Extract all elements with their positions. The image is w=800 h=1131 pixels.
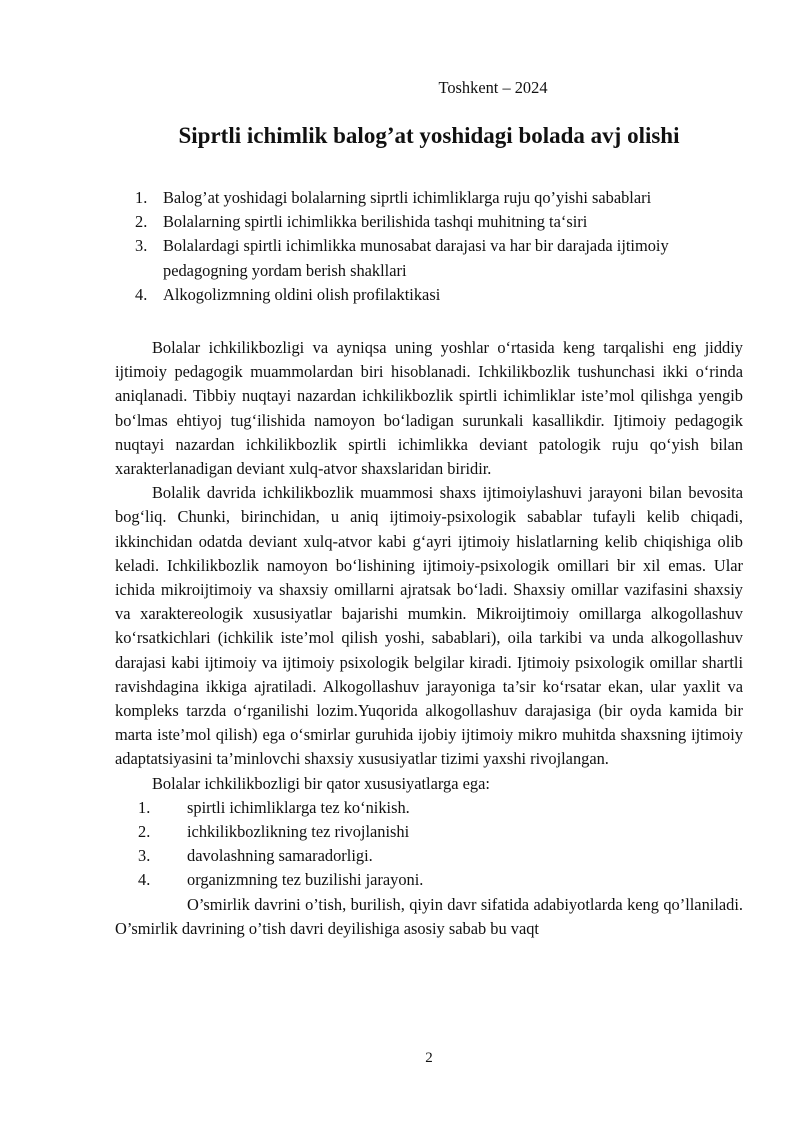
list-number: 4. [135,284,148,304]
list-number: 3. [135,236,148,256]
list-item [135,186,743,210]
list-item [135,283,743,307]
list-item [135,234,743,282]
list-number: 1. [135,188,148,207]
list-text: Bolalarning spirtli ichimlikka berilishida tashqi muhitning ta‘siri [163,212,588,232]
list-item [115,868,743,892]
list-item [115,844,743,868]
paragraph: O’smirlik davrini o’tish, burilish, qiyin davr sifatida adabiyotlarda keng qo’llaniladi. O’smirlik davrining o’tish davri deyilishiga asosiy sabab bu vaqt [115,894,743,938]
list-text: Alkogolizmning oldini olish profilaktikasi [163,284,441,304]
list-text: spirtli ichimliklarga tez ko‘nikish. [187,797,410,817]
list-number: 2. [138,822,151,842]
list-item [135,210,743,234]
list-item [115,796,743,820]
list-text: organizmning tez buzilishi jarayoni. [187,870,424,890]
topic-list [135,186,743,307]
list-text: Bolalardagi spirtli ichimlikka munosabat darajasi va har bir darajada ijtimoiy pedagogning yordam berish shakllari [163,236,669,280]
list-number: 3. [138,846,151,866]
list-text: ichkilikbozlikning tez rivojlanishi [187,822,410,842]
list-number: 1. [138,797,151,817]
list-text: Balog’at yoshidagi bolalarning siprtli ichimliklarga ruju qo’yishi sabablari [163,188,652,207]
list-item [115,820,743,844]
list-text: davolashning samaradorligi. [187,846,373,866]
features-list [115,796,743,893]
page-title: Siprtli ichimlik balog’at yoshidagi bolada avj olishi [178,123,680,148]
list-number: 4. [138,870,151,890]
list-number: 2. [135,212,148,232]
body-text [115,336,743,941]
document-page [115,0,743,1131]
city-year: Toshkent – 2024 [438,78,548,97]
paragraph: Bolalik davrida ichkilikbozlik muammosi shaxs ijtimoiylashuvi jarayoni bilan bevosita bog‘liq. Chunki, birinchidan, u aniq ijtimoiy-psixologik sabablar tufayli kelib chiqadi, ikkinchidan odatda deviant xulq-atvor kabi g‘ayri ijtimoiy hislatlarning kelib chiqishiga olib keladi. Ichkilikbozlik namoyon bo‘lishining ijtimoiy-psixologik omillari bir xil emas. Ular ichida mikroijtimoiy va shaxsiy omillarni ajratsak bo‘ladi. Shaxsiy omillar vazifasini shaxsiy va xaraktereologik xususiyatlar bajarishi mumkin. Mikroijtimoiy omillarga alkogollashuv ko‘rsatkichlari (ichkilik iste’mol qilish yoshi, sabablari), oila tarkibi va unda alkogollashuv darajasi kabi ijtimoiy va ijtimoiy psixologik belgilar kiradi. Ijtimoiy psixologik omillar shartli ravishdagina ikkiga ajratiladi. Alkogollashuv jarayoniga ta’sir ko‘rsatar ekan, ular yaxlit va kompleks tarzda o‘rganilishi lozim.Yuqorida alkogollashuv darajasiga (bir oyda kamida bir marta iste’mol qilish) ega o‘smirlar guruhida ijobiy ijtimoiy mikro muhitda shaxsning ijtimoiy adaptatsiyasini ta’minlovchi shaxsiy xususiyatlar tizimi yaxshi rivojlangan. [115,483,743,769]
paragraph: Bolalar ichkilikbozligi bir qator xususiyatlarga ega: [152,773,490,793]
page-number: 2 [425,1050,433,1066]
paragraph: Bolalar ichkilikbozligi va ayniqsa uning yoshlar o‘rtasida keng tarqalishi eng jiddiy ijtimoiy pedagogik muammolardan biri hisoblanadi. Ichkilikbozlik tushunchasi ikki o‘rinda aniqlanadi. Tibbiy nuqtayi nazardan ichkilikbozlik spirtli ichimliklar iste’mol qilishga yengib bo‘lmas ehtiyoj tug‘ilishida namoyon bo‘ladigan surunkali kasallikdir. Ijtimoiy pedagogik nuqtayi nazardan ichkilikbozlik spirtli ichimlikka deviant patologik ruju qo‘yish bilan xarakterlanadigan deviant xulq-atvor shaxslaridan biridir. [115,338,743,479]
